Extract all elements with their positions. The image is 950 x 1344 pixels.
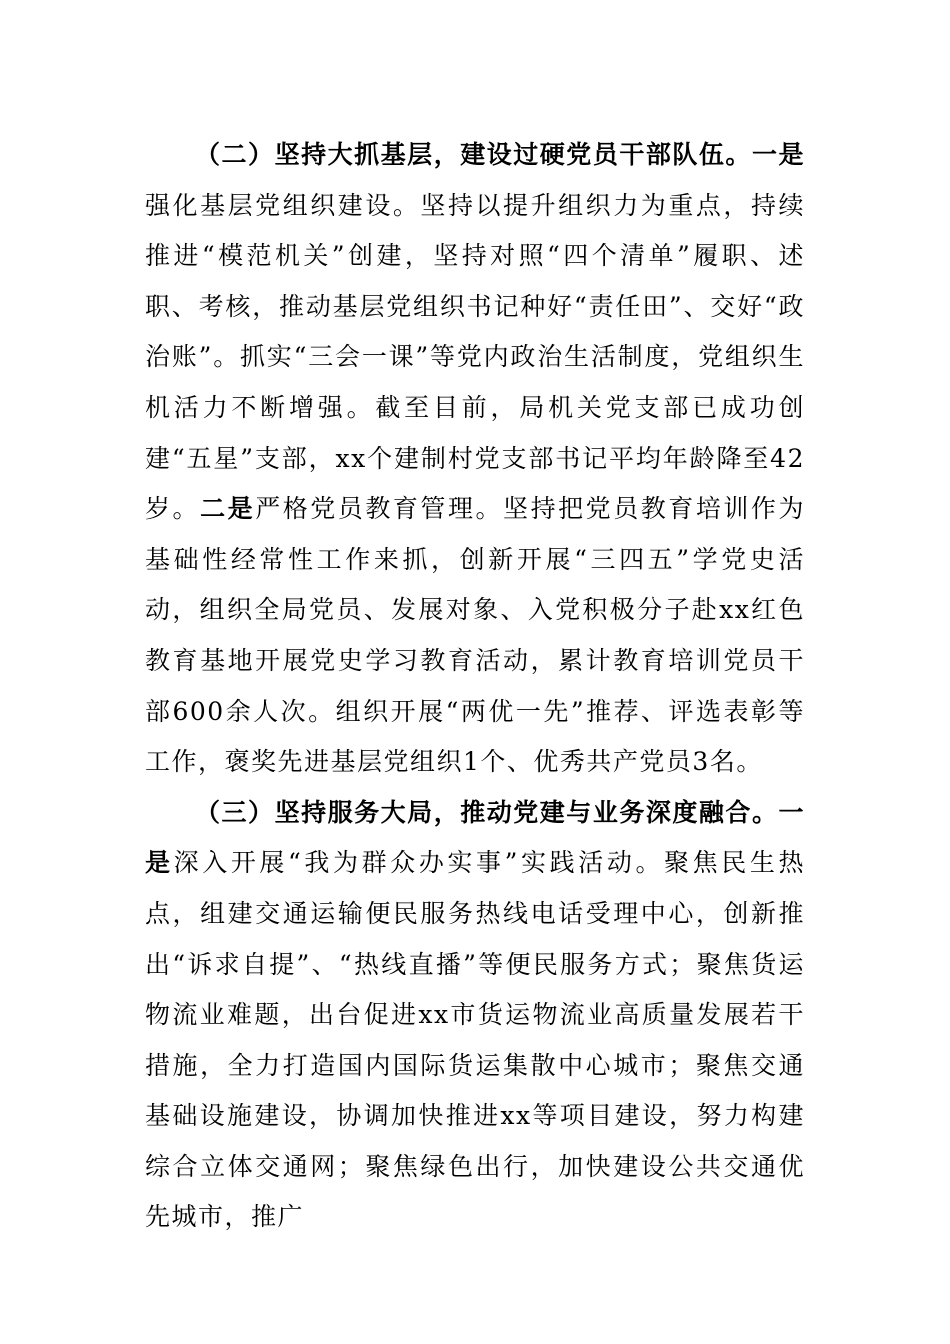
section-heading: （三）坚持服务大局，推动党建与业务深度融合。 (195, 797, 779, 827)
point-text: 强化基层党组织建设。坚持以提升组织力为重点，持续推进“模范机关”创建，坚持对照“四个清单”履职、述职、考核，推动基层党组织书记种好“责任田”、交好“政治账”。抓实“三会一课”等党内政治生活制度，党组织生机活力不断增强。截至目前，局机关党支部已成功创建“五星”支部，xx个建制村党支部书记平均年龄降至42岁。 (145, 190, 805, 524)
paragraph-section-2 (145, 130, 805, 788)
point-label: 二是 (200, 494, 256, 524)
point-label: 一是 (145, 797, 805, 878)
point-text: 深入开展“我为群众办实事”实践活动。聚焦民生热点，组建交通运输便民服务热线电话受理中心，创新推出“诉求自提”、“热线直播”等便民服务方式；聚焦货运物流业难题，出台促进xx市货运物流业高质量发展若干措施，全力打造国内国际货运集散中心城市；聚焦交通基础设施建设，协调加快推进xx等项目建设，努力构建综合立体交通网；聚焦绿色出行，加快建设公共交通优先城市，推广 (145, 848, 805, 1232)
document-body (145, 130, 805, 1243)
point-text: 严格党员教育管理。坚持把党员教育培训作为基础性经常性工作来抓，创新开展“三四五”学党史活动，组织全局党员、发展对象、入党积极分子赴xx红色教育基地开展党史学习教育活动，累计教育培训党员干部600余人次。组织开展“两优一先”推荐、评选表彰等工作，褒奖先进基层党组织1个、优秀共产党员3名。 (145, 494, 805, 777)
point-label: 一是 (751, 140, 805, 169)
section-heading: （二）坚持大抓基层，建设过硬党员干部队伍。 (195, 140, 752, 169)
paragraph-section-3 (145, 788, 805, 1243)
